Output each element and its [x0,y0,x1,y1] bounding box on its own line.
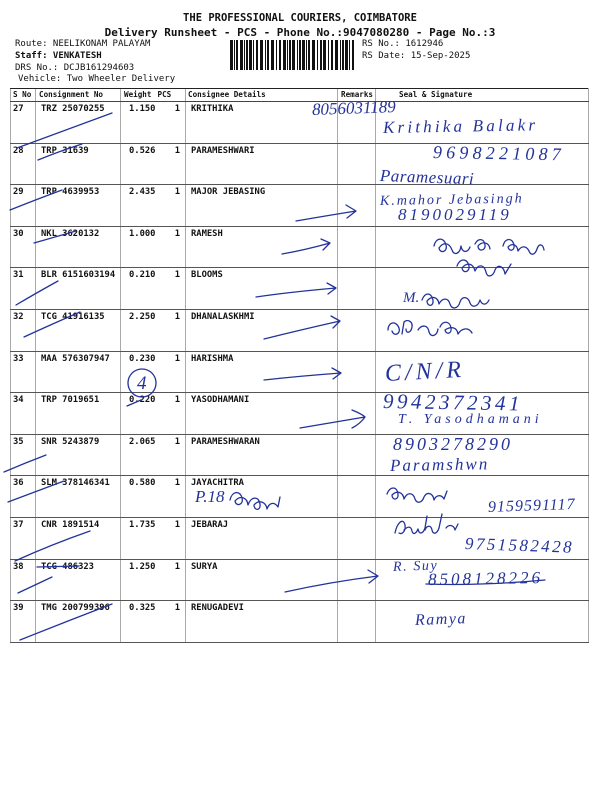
barcode-bar [265,40,266,70]
serial-number: 35 [11,434,36,476]
remarks-cell [338,185,376,227]
remarks-cell [338,559,376,601]
handwritten-phone-number: 8508128226 [427,567,544,589]
rs-number: RS No.: 1612946 [362,39,444,49]
weight: 0.210 [121,268,156,310]
consignment-number: NKL 3620132 [36,226,121,268]
handwritten-phone-number: 9698221087 [432,142,566,165]
serial-number: 31 [11,268,36,310]
consignee-name: HARISHMA [186,351,338,393]
table-row [11,351,589,393]
serial-number: 30 [11,226,36,268]
consignee-name: DHANALASKHMI [186,309,338,351]
consignment-number: SLM 378146341 [36,476,121,518]
drs-number: DRS No.: DCJB161294603 [15,63,135,73]
consignment-number: TRP 7019651 [36,393,121,435]
weight: 1.250 [121,559,156,601]
column-header-signature: Seal & Signature [376,89,589,102]
consignment-number: CNR 1891514 [36,517,121,559]
consignee-name: BLOOMS [186,268,338,310]
handwritten-receiver-name: Paramshwn [389,454,490,475]
table-row [11,309,589,351]
barcode-bar [260,40,263,70]
barcode-bar [308,40,310,70]
runsheet-table [10,88,589,643]
handwritten-phone-number: 8056031189 [311,97,397,119]
handwritten-receiver-name: Ramya [414,610,468,629]
consignment-number: TRP 4639953 [36,185,121,227]
handwritten-receiver-name: T. Yasodhamani [398,412,543,427]
barcode-bar [256,40,258,70]
barcode-bar [236,40,238,70]
remarks-cell [338,268,376,310]
serial-number: 27 [11,102,36,144]
barcode-bar [320,40,322,70]
weight: 0.580 [121,476,156,518]
barcode-bar [302,40,305,70]
pieces: 1 [156,102,186,144]
serial-number: 38 [11,559,36,601]
consignee-name: JEBARAJ [186,517,338,559]
barcode-bar [234,40,235,70]
pieces: 1 [156,476,186,518]
barcode-bar [289,40,291,70]
consignee-name: SURYA [186,559,338,601]
consignment-number: TCG 41916135 [36,309,121,351]
handwritten-phone-number: 8903278290 [393,434,513,454]
barcode-bar [244,40,245,70]
staff-label: Staff: VENKATESH [15,51,102,61]
rs-date: RS Date: 15-Sep-2025 [362,51,471,61]
remarks-cell [338,143,376,185]
serial-number: 37 [11,517,36,559]
barcode-bar [349,40,350,70]
pieces: 1 [156,268,186,310]
barcode-bar [345,40,348,70]
consignee-name: MAJOR JEBASING [186,185,338,227]
barcode-bar [253,40,254,70]
runsheet-title: Delivery Runsheet - PCS - Phone No.:9047080280 - Page No.:3 [104,26,496,39]
table-row [11,226,589,268]
consignment-number: BLR 6151603194 [36,268,121,310]
circled-number: 4 [137,373,147,394]
column-header-consignee: Consignee Details [186,89,338,102]
handwritten-phone-number: 9751582428 [464,534,575,557]
barcode-bar [279,40,281,70]
barcode-bar [292,40,295,70]
remarks-cell [338,226,376,268]
consignee-name: JAYACHITRA [186,476,338,518]
pieces: 1 [156,351,186,393]
seal-signature-cell [376,309,589,351]
remarks-cell [338,393,376,435]
consignee-name: RAMESH [186,226,338,268]
serial-number: 32 [11,309,36,351]
barcode-bar [283,40,286,70]
barcode-bar [299,40,301,70]
barcode-bar [340,40,341,70]
company-title: THE PROFESSIONAL COURIERS, COIMBATORE [183,12,417,24]
handwritten-remark: P.18 [195,487,225,506]
handwritten-remark: C/N/R [384,356,466,387]
barcode-bar [246,40,248,70]
barcode-bar [287,40,288,70]
column-header-consignment: Consignment No [36,89,121,102]
barcode-bar [276,40,277,70]
consignment-number: TRP 31639 [36,143,121,185]
barcode-bar [331,40,333,70]
serial-number: 36 [11,476,36,518]
barcode-bar [271,40,274,70]
vehicle-label: Vehicle: Two Wheeler Delivery [18,74,176,84]
handwritten-initial: M. [403,290,420,306]
barcode-bar [240,40,243,70]
barcode-bar [267,40,269,70]
weight: 0.325 [121,601,156,643]
handwritten-receiver-name: Paramesuari [379,166,475,189]
serial-number: 33 [11,351,36,393]
barcode-bar [352,40,354,70]
barcode-bar [323,40,326,70]
barcode-bar [306,40,307,70]
consignment-number: TMG 200799396 [36,601,121,643]
serial-number: 28 [11,143,36,185]
weight: 0.220 [121,393,156,435]
weight: 1.735 [121,517,156,559]
consignee-name: PARAMESHWARAN [186,434,338,476]
remarks-cell [338,601,376,643]
consignee-name: RENUGADEVI [186,601,338,643]
table-row [11,268,589,310]
weight: 1.000 [121,226,156,268]
pieces: 1 [156,434,186,476]
serial-number: 39 [11,601,36,643]
serial-number: 34 [11,393,36,435]
seal-signature-cell [376,601,589,643]
barcode-bar [230,40,233,70]
pieces: 1 [156,309,186,351]
weight: 2.065 [121,434,156,476]
weight: 2.435 [121,185,156,227]
remarks-cell [338,309,376,351]
barcode-bar [317,40,318,70]
handwritten-phone-number: 9159591117 [487,495,576,516]
route-label: Route: NEELIKONAM PALAYAM [15,39,151,49]
consignee-name: KRITHIKA [186,102,338,144]
column-header-remarks: Remarks [338,89,376,102]
consignment-number: SNR 5243879 [36,434,121,476]
barcode-bar [328,40,329,70]
consignee-name: PARAMESHWARI [186,143,338,185]
barcode [230,40,355,70]
weight: 1.150 [121,102,156,144]
barcode-bar [335,40,338,70]
column-header-weight: Weight [121,89,156,102]
serial-number: 29 [11,185,36,227]
pieces: 1 [156,226,186,268]
weight: 0.230 [121,351,156,393]
column-header-sno: S No [11,89,36,102]
remarks-cell [338,476,376,518]
pieces: 1 [156,517,186,559]
column-header-pcs: PCS [156,89,186,102]
barcode-bar [297,40,298,70]
seal-signature-cell [376,226,589,268]
remarks-cell [338,434,376,476]
handwritten-receiver-name: Krithika Balakr [382,115,539,137]
consignment-number: TCG 486323 [36,559,121,601]
barcode-bar [249,40,252,70]
table-header-row [11,89,589,102]
pieces: 1 [156,143,186,185]
handwritten-phone-number: 8190029119 [398,205,512,224]
consignment-number: MAA 576307947 [36,351,121,393]
table-row [11,601,589,643]
weight: 2.250 [121,309,156,351]
pieces: 1 [156,559,186,601]
remarks-cell [338,351,376,393]
consignment-number: TRZ 25070255 [36,102,121,144]
handwritten-receiver-name: K.mahor Jebasingh [379,191,524,209]
pieces: 1 [156,393,186,435]
consignee-name: YASODHAMANI [186,393,338,435]
handwritten-phone-number: 9942372341 [382,389,524,416]
remarks-cell [338,517,376,559]
pieces: 1 [156,185,186,227]
barcode-bar [312,40,315,70]
handwritten-receiver-name: R. Suy [392,558,439,575]
pieces: 1 [156,601,186,643]
weight: 0.526 [121,143,156,185]
barcode-bar [342,40,344,70]
